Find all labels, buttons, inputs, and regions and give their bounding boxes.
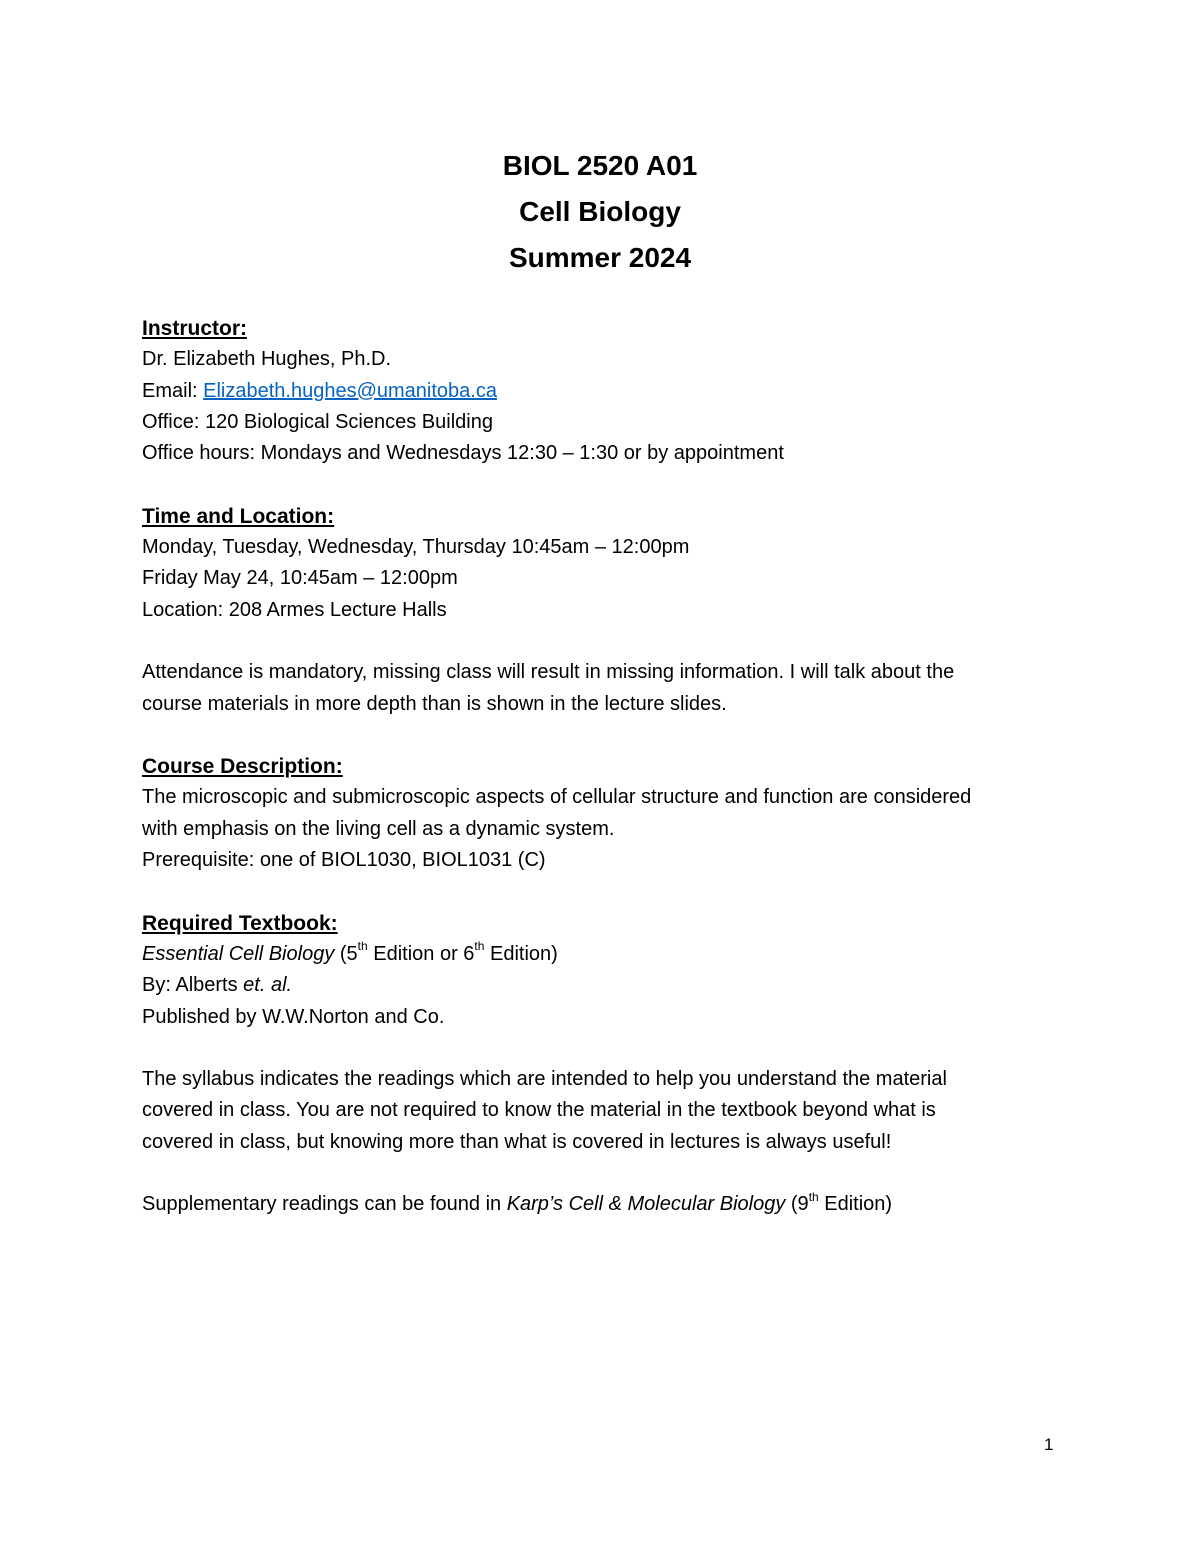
course-code: BIOL 2520 A01: [502, 150, 698, 181]
spacer: [142, 626, 1062, 657]
spacer: [142, 1033, 1062, 1064]
document-body: [142, 313, 1062, 1221]
email-label: Email:: [142, 379, 204, 402]
course-description-text-1: The microscopic and submicroscopic aspects of cellular structure and function are considered: [142, 786, 972, 809]
edition-text: Edition): [818, 1193, 893, 1216]
attendance-text-1: Attendance is mandatory, missing class will result in missing information. I will talk about the: [142, 661, 955, 684]
author-etal: et. al.: [243, 974, 293, 997]
instructor-office-hours: Office hours: Mondays and Wednesdays 12:30 – 1:30 or by appointment: [142, 442, 784, 465]
schedule-friday: Friday May 24, 10:45am – 12:00pm: [142, 567, 458, 590]
edition-text: (9: [785, 1193, 809, 1216]
spacer: [142, 1158, 1062, 1189]
textbook-heading: Required Textbook:: [142, 911, 338, 935]
document-title: [0, 143, 1200, 281]
edition-text: Edition): [484, 942, 558, 965]
edition-text: Edition or 6: [367, 942, 475, 965]
syllabus-text-3: covered in class, but knowing more than what is covered in lectures is always useful!: [142, 1130, 892, 1153]
attendance-text-2: course materials in more depth than is shown in the lecture slides.: [142, 692, 727, 715]
instructor-office: Office: 120 Biological Sciences Building: [142, 410, 493, 433]
course-name: Cell Biology: [519, 196, 681, 227]
textbook-title: Essential Cell Biology: [142, 942, 335, 965]
syllabus-text-1: The syllabus indicates the readings which are intended to help you understand the material: [142, 1068, 947, 1091]
schedule-weekdays: Monday, Tuesday, Wednesday, Thursday 10:45am – 12:00pm: [142, 536, 690, 559]
instructor-name: Dr. Elizabeth Hughes, Ph.D.: [142, 348, 392, 371]
ordinal-suffix: th: [808, 1189, 819, 1204]
spacer: [142, 469, 1062, 500]
email-link[interactable]: Elizabeth.hughes@umanitoba.ca: [203, 379, 497, 402]
edition-text: (5: [334, 942, 358, 965]
page-number: 1: [1044, 1435, 1054, 1454]
syllabus-text-2: covered in class. You are not required to know the material in the textbook beyond what is: [142, 1099, 936, 1122]
ordinal-suffix: th: [474, 939, 485, 954]
spacer: [142, 720, 1062, 751]
time-location-heading: Time and Location:: [142, 504, 335, 528]
course-description-text-2: with emphasis on the living cell as a dynamic system.: [142, 817, 615, 840]
supplementary-readings: [142, 1189, 1062, 1220]
instructor-heading: Instructor:: [142, 317, 247, 340]
textbook-author-line: [142, 970, 1062, 1001]
spacer: [142, 876, 1062, 907]
prerequisite-text: Prerequisite: one of BIOL1030, BIOL1031 (C): [142, 849, 546, 872]
ordinal-suffix: th: [357, 939, 368, 954]
supplementary-prefix: Supplementary readings can be found in: [142, 1193, 507, 1216]
course-description-heading: Course Description:: [142, 755, 343, 779]
instructor-email-line: [142, 376, 1062, 407]
textbook-publisher: Published by W.W.Norton and Co.: [142, 1005, 445, 1028]
supplementary-title: Karp’s Cell & Molecular Biology: [506, 1193, 786, 1216]
lecture-location: Location: 208 Armes Lecture Halls: [142, 598, 447, 621]
course-term: Summer 2024: [508, 242, 692, 273]
textbook-title-line: [142, 939, 1062, 970]
author-label: By: Alberts: [142, 974, 244, 997]
